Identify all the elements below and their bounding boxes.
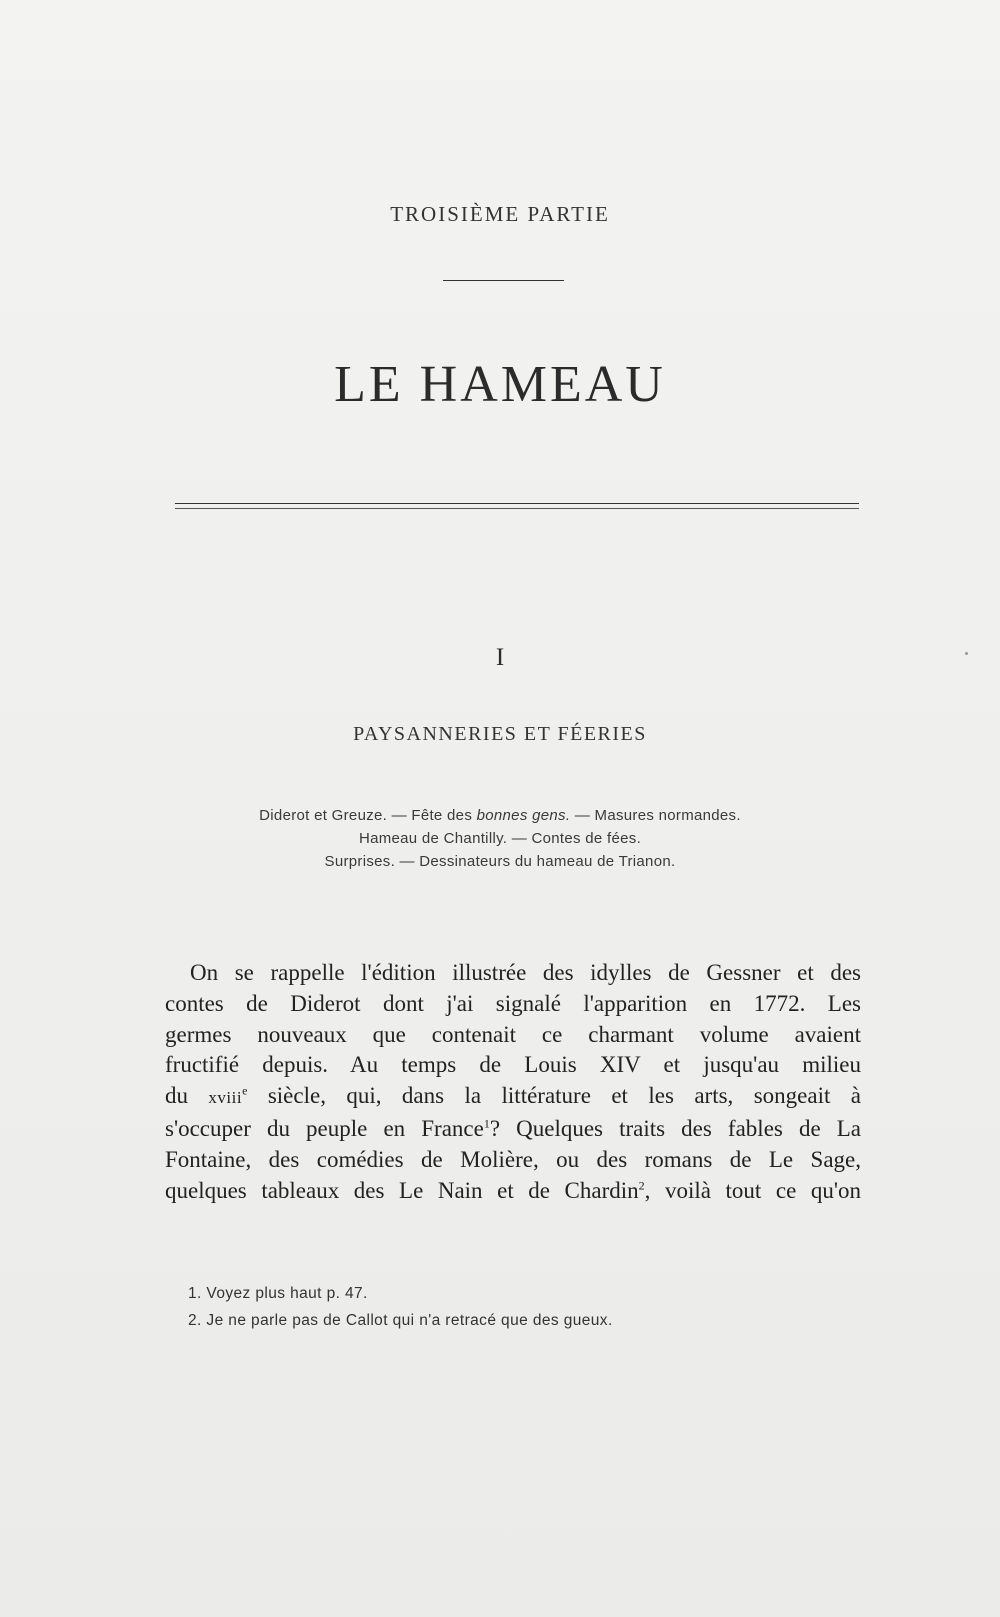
summary-line-1: Diderot et Greuze. — Fête des bonnes gens. — Masures normandes. <box>259 807 741 824</box>
body-line: germes nouveaux que contenait ce charmant volume avaient <box>165 1021 861 1047</box>
chapter-summary <box>0 804 1000 873</box>
double-rule <box>175 503 859 509</box>
part-title: TROISIÈME PARTIE <box>390 202 610 226</box>
century-numeral: xviii <box>208 1088 243 1108</box>
summary-line-3: Surprises. — Dessinateurs du hameau de Trianon. <box>324 853 676 870</box>
chapter-title: PAYSANNERIES ET FÉERIES <box>353 723 647 745</box>
footnote-ref-2: 2 <box>638 1177 645 1192</box>
body-line: quelques tableaux des Le Nain et de Chardin$^2$, voilà tout ce qu'on <box>165 1177 861 1203</box>
chapter-number: I <box>495 644 505 671</box>
paper-speck <box>965 652 968 655</box>
main-title: LE HAMEAU <box>334 356 666 413</box>
summary-italic: bonnes gens. <box>476 807 571 824</box>
footnote-2: 2. Je ne parle pas de Callot qui n'a retracé que des gueux. <box>188 1312 613 1329</box>
short-rule <box>443 280 564 281</box>
body-line: du xviii$^e$ siècle, qui, dans la littérature et les arts, songeait à <box>165 1083 861 1109</box>
footnote-1: 1. Voyez plus haut p. 47. <box>188 1285 368 1302</box>
body-line: contes de Diderot dont j'ai signalé l'apparition en 1772. Les <box>165 990 861 1016</box>
body-line: fructifié depuis. Au temps de Louis XIV et jusqu'au milieu <box>165 1052 861 1078</box>
footnote-ref-1: 1 <box>483 1116 490 1131</box>
summary-line-2: Hameau de Chantilly. — Contes de fées. <box>358 830 642 847</box>
footnotes <box>188 1280 613 1334</box>
body-line: Fontaine, des comédies de Molière, ou des romans de Le Sage, <box>165 1146 861 1172</box>
body-line: On se rappelle l'édition illustrée des idylles de Gessner et des <box>190 960 861 985</box>
body-line: s'occuper du peuple en France$^1$? Quelques traits des fables de La <box>165 1115 861 1141</box>
body-paragraph <box>165 958 861 1206</box>
